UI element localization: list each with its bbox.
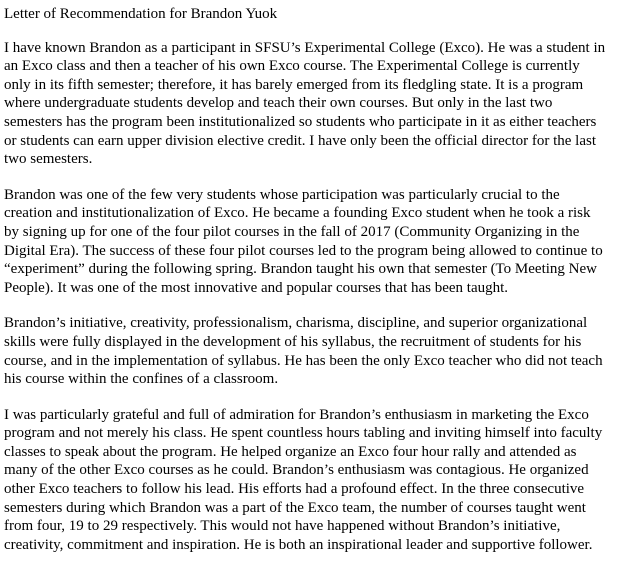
paragraph-line: many of the other Exco courses as he could. Brandon’s enthusiasm was contagious. He organized [4, 462, 589, 479]
paragraph-line: “experiment” during the following spring. Brandon taught his own that semester (To Meeting New [4, 261, 597, 278]
paragraph-line: classes to speak about the program. He helped organize an Exco four hour rally and attended as [4, 443, 577, 460]
paragraph-line: other Exco teachers to follow his lead. His efforts had a profound effect. In the three consecutive [4, 481, 585, 498]
paragraph-line: skills were fully displayed in the development of his syllabus, the recruitment of students for his [4, 333, 582, 350]
paragraph-line: semesters has the program been institutionalized so students who participate in it as either teachers [4, 113, 597, 130]
paragraph-1 [4, 39, 638, 169]
paragraph-line: program and not merely his class. He spent countless hours tabling and inviting himself into faculty [4, 425, 603, 442]
letter-document [4, 5, 638, 571]
paragraph-line: I was particularly grateful and full of admiration for Brandon’s enthusiasm in marketing the Exco [4, 406, 589, 423]
paragraph-line: Digital Era). The success of these four pilot courses led to the program being allowed to continue to [4, 242, 603, 259]
paragraph-line: I have known Brandon as a participant in SFSU’s Experimental College (Exco). He was a student in [4, 39, 606, 56]
paragraph-3 [4, 314, 638, 388]
paragraph-line: two semesters. [4, 151, 93, 168]
paragraph-line: where undergraduate students develop and teach their own courses. But only in the last two [4, 95, 553, 112]
paragraph-line: course, and in the implementation of syllabus. He has been the only Exco teacher who did not teach [4, 352, 603, 369]
paragraph-line: only in its fifth semester; therefore, it has barely emerged from its fledgling state. It is a program [4, 76, 584, 93]
paragraph-line: his course within the confines of a classroom. [4, 371, 279, 388]
paragraph-line: an Exco class and then a teacher of his own Exco course. The Experimental College is currently [4, 58, 580, 75]
paragraph-line: Brandon was one of the few very students whose participation was particularly crucial to the [4, 186, 560, 203]
paragraph-line: from four, 19 to 29 respectively. This would not have happened without Brandon’s initiative, [4, 518, 561, 535]
paragraph-line: creation and institutionalization of Exco. He became a founding Exco student when he took a risk [4, 205, 591, 222]
paragraph-line: or students can earn upper division elective credit. I have only been the official director for the last [4, 132, 597, 149]
paragraph-line: semesters during which Brandon was a part of the Exco team, the number of courses taught went [4, 499, 586, 516]
paragraph-2 [4, 186, 638, 298]
letter-title: Letter of Recommendation for Brandon Yuok [4, 6, 278, 22]
paragraph-line: Brandon’s initiative, creativity, professionalism, charisma, discipline, and superior organizational [4, 315, 588, 332]
paragraph-line: creativity, commitment and inspiration. He is both an inspirational leader and supportive follower. [4, 536, 593, 553]
paragraph-4 [4, 406, 638, 555]
paragraph-line: People). It was one of the most innovative and popular courses that has been taught. [4, 279, 509, 296]
paragraph-line: by signing up for one of the four pilot courses in the fall of 2017 (Community Organizing in the [4, 223, 580, 240]
